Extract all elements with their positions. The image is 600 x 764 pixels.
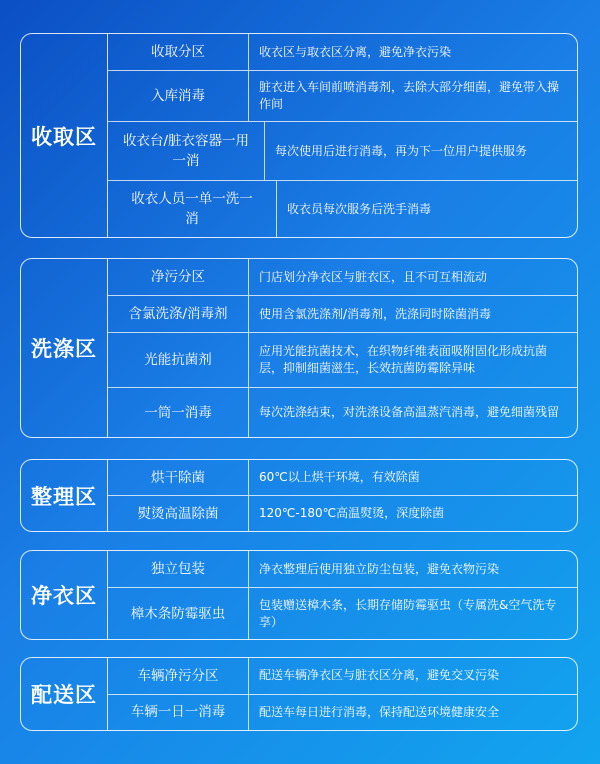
item-description: 收衣区与取衣区分离，避免净衣污染 [259,44,452,59]
item-label: 含氯洗涤/消毒剂 [108,296,249,332]
item-label: 车辆净污分区 [108,658,249,694]
item-label: 光能抗菌剂 [108,333,249,387]
table-row [108,587,577,639]
table-row [108,295,577,332]
item-description: 使用含氯洗涤剂/消毒剂，洗涤同时除菌消毒 [259,306,492,321]
item-description: 60℃以上烘干环境，有效除菌 [259,470,420,484]
item-description: 收衣员每次服务后洗手消毒 [287,201,432,216]
table-row [108,180,577,237]
zone-title: 整理区 [21,460,108,531]
zone-title: 净衣区 [21,551,108,639]
section-delivery [20,657,578,731]
zone-title: 洗涤区 [21,259,108,437]
item-label: 净污分区 [108,259,249,295]
item-label: 收取分区 [108,34,249,70]
section-finishing [20,459,578,532]
item-label: 入库消毒 [108,71,249,121]
table-row [108,70,577,121]
table-row [108,551,577,587]
table-row [108,658,577,694]
item-description: 配送车每日进行消毒，保持配送环境健康安全 [259,704,500,719]
table-row [108,387,577,437]
table-row [108,34,577,70]
table-row [108,332,577,387]
item-label: 一筒一消毒 [108,388,249,437]
section-clean-clothes [20,550,578,640]
table-row [108,495,577,531]
item-label: 独立包装 [108,551,249,587]
item-label: 收衣台/脏衣容器一用一消 [108,122,265,180]
table-row [108,259,577,295]
zone-title: 收取区 [21,34,108,237]
item-description: 包装赠送樟木条，长期存储防霉驱虫（专属洗&空气洗专享） [259,597,557,629]
item-description: 120℃-180℃高温熨烫，深度除菌 [259,506,445,520]
item-label: 熨烫高温除菌 [108,496,249,531]
item-description: 脏衣进入车间前喷消毒剂，去除大部分细菌，避免带入操作间 [259,80,560,111]
section-washing [20,258,578,438]
item-label: 烘干除菌 [108,460,249,495]
item-label: 车辆一日一消毒 [108,695,249,731]
item-description: 净衣整理后使用独立防尘包装，避免衣物污染 [259,561,500,576]
item-label: 樟木条防霉驱虫 [108,588,249,639]
table-row [108,460,577,495]
item-description: 门店划分净衣区与脏衣区，且不可互相流动 [259,269,488,284]
table-row [108,121,577,180]
item-description: 每次洗涤结束，对洗涤设备高温蒸汽消毒，避免细菌残留 [259,405,560,419]
item-label: 收衣人员一单一洗一消 [108,181,277,237]
item-description: 配送车辆净衣区与脏衣区分离，避免交叉污染 [259,668,500,683]
item-description: 每次使用后进行消毒，再为下一位用户提供服务 [275,143,528,158]
table-row [108,694,577,731]
section-collection [20,33,578,238]
zone-title: 配送区 [21,658,108,730]
item-description: 应用光能抗菌技术，在织物纤维表面吸附固化形成抗菌层，抑制细菌滋生，长效抗菌防霉除异味 [259,344,548,375]
